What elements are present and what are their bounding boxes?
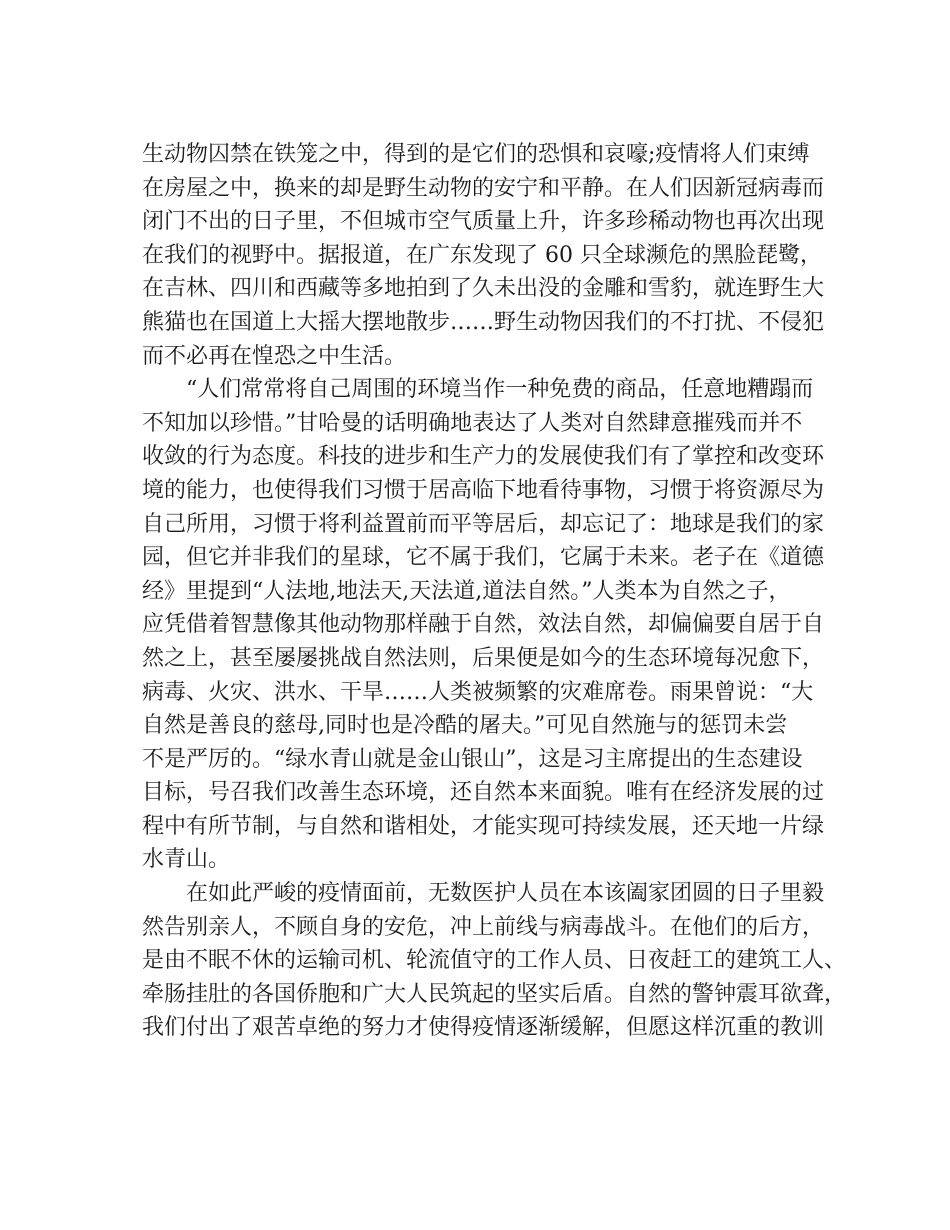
text-line: 园，但它并非我们的星球，它不属于我们，它属于未来。老子在《道德 — [142, 545, 825, 571]
text-line: 水青山。 — [142, 847, 231, 873]
text-line: 目标，号召我们改善生态环境，还自然本来面貌。唯有在经济发展的过 — [142, 780, 825, 806]
text-line: 在吉林、四川和西藏等多地拍到了久未出没的金雕和雪豹，就连野生大 — [142, 276, 825, 302]
text-line: 在我们的视野中。据报道，在广东发现了 60 只全球濒危的黑脸琵鹭， — [142, 242, 822, 268]
text-line: 闭门不出的日子里，不但城市空气质量上升，许多珍稀动物也再次出现 — [142, 209, 825, 235]
text-line: 是由不眠不休的运输司机、轮流值守的工作人员、日夜赶工的建筑工人、 — [142, 948, 847, 974]
text-line-indented: “人们常常将自己周围的环境当作一种免费的商品，任意地糟蹋而 — [186, 377, 814, 403]
text-line: 在房屋之中，换来的却是野生动物的安宁和平静。在人们因新冠病毒而 — [142, 175, 825, 201]
text-line: 而不必再在惶恐之中生活。 — [142, 343, 407, 369]
text-line: 我们付出了艰苦卓绝的努力才使得疫情逐渐缓解，但愿这样沉重的教训 — [142, 1015, 825, 1041]
text-line: 境的能力，也使得我们习惯于居高临下地看待事物，习惯于将资源尽为 — [142, 477, 825, 503]
paragraph-1 — [142, 138, 825, 373]
paragraph-3 — [142, 877, 847, 1045]
text-line: 自己所用，习惯于将利益置前而平等居后，却忘记了：地球是我们的家 — [142, 511, 825, 537]
text-line: 牵肠挂肚的各国侨胞和广大人民筑起的坚实后盾。自然的警钟震耳欲聋， — [142, 981, 847, 1007]
text-line: 熊猫也在国道上大摇大摆地散步……野生动物因我们的不打扰、不侵犯 — [142, 309, 825, 335]
body-text — [142, 138, 847, 1045]
text-line: 生动物囚禁在铁笼之中，得到的是它们的恐惧和哀嚎;疫情将人们束缚 — [142, 142, 810, 167]
text-line: 病毒、火灾、洪水、干旱……人类被频繁的灾难席卷。雨果曾说：“大 — [142, 679, 814, 705]
text-line: 然之上，甚至屡屡挑战自然法则，后果便是如今的生态环境每况愈下， — [142, 645, 825, 671]
paragraph-2 — [142, 373, 825, 877]
text-line: 然告别亲人，不顾自身的安危，冲上前线与病毒战斗。在他们的后方， — [142, 914, 825, 940]
text-line: 程中有所节制，与自然和谐相处，才能实现可持续发展，还天地一片绿 — [142, 813, 825, 839]
text-line-indented: 在如此严峻的疫情面前，无数医护人员在本该阖家团圆的日子里毅 — [186, 881, 825, 907]
text-line: 应凭借着智慧像其他动物那样融于自然，效法自然，却偏偏要自居于自 — [142, 612, 825, 638]
text-line: 收敛的行为态度。科技的进步和生产力的发展使我们有了掌控和改变环 — [142, 444, 825, 470]
text-line: 不知加以珍惜。”甘哈曼的话明确地表达了人类对自然肆意摧残而并不 — [142, 410, 803, 436]
text-line: 经》里提到“人法地,地法天,天法道,道法自然。”人类本为自然之子， — [142, 578, 791, 604]
text-line: 不是严厉的。“绿水青山就是金山银山”，这是习主席提出的生态建设 — [142, 746, 803, 772]
text-line: 自然是善良的慈母,同时也是冷酷的屠夫。”可见自然施与的惩罚未尝 — [142, 713, 788, 739]
